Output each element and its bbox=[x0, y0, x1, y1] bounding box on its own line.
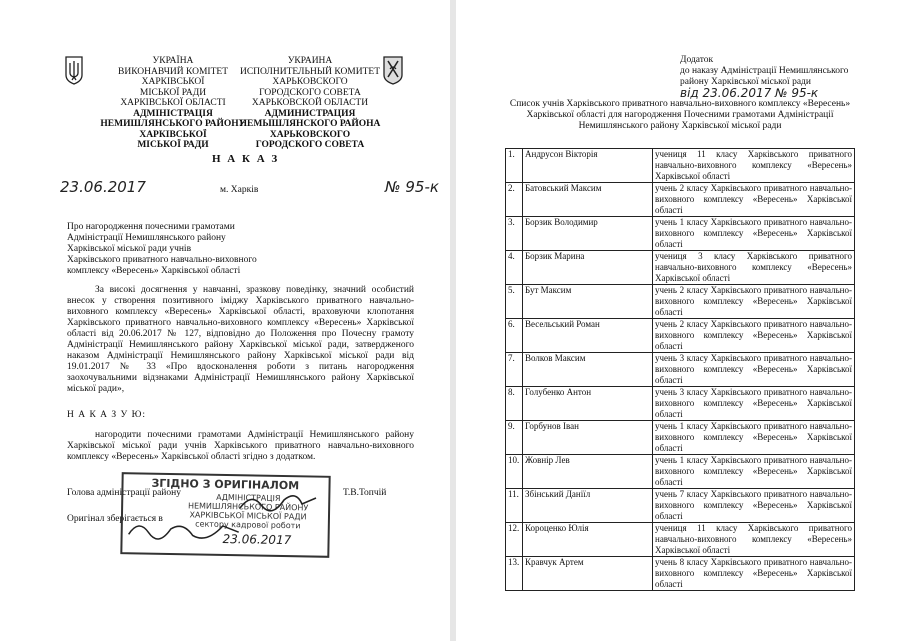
kharkiv-city-emblem-icon bbox=[382, 55, 404, 85]
row-number: 1. bbox=[506, 149, 523, 183]
stamp-line: АДМІНІСТРАЦІЯ НЕМИШЛЯНСЬКОГО РАЙОНУ bbox=[187, 492, 309, 513]
appendix-line: району Харківської міської ради bbox=[680, 77, 811, 87]
student-description: учениця 11 класу Харківського приватного навчально-виховного комплексу «Вересень» Харківської області bbox=[653, 149, 855, 183]
student-name: Батовський Максим bbox=[523, 183, 653, 217]
student-name: Волков Максим bbox=[523, 353, 653, 387]
student-description: учень 1 класу Харківського приватного навчально-виховного комплексу «Вересень» Харківської області bbox=[653, 421, 855, 455]
order-body: За високі досягнення у навчанні, зразкову поведінку, значний особистий внесок у створення позитивного іміджу Харківського приватного навчально-виховного комплексу «Вересень» Харківської області, враховуючи клопотання Харківського приватного навчально-виховного комплексу «Вересень» Харківської області від 20.06.2017 № 127, відповідно до Положення про Почесну грамоту Адміністрації Немишлянського району Харківської міської ради, затвердженого наказом Адміністрації Немишлянського району Харківської міської ради від 19.01.2017 № 33 «Про вдосконалення роботи з питань нагородження заохочувальними відзнаками Адміністрації Немишлянського району Харківської міської ради», bbox=[67, 285, 414, 394]
order-page bbox=[0, 0, 446, 641]
table-row bbox=[506, 455, 855, 489]
header-line: ХАРЬКОВСКОГО bbox=[269, 129, 351, 140]
original-label: Оригінал зберігається в bbox=[67, 514, 163, 524]
row-number: 10. bbox=[506, 455, 523, 489]
header-ukrainian bbox=[98, 56, 248, 151]
head-signature-icon bbox=[238, 490, 318, 520]
table-row bbox=[506, 421, 855, 455]
header-line: ИСПОЛНИТЕЛЬНЫЙ КОМИТЕТ bbox=[239, 66, 381, 77]
city-label: м. Харків bbox=[220, 185, 259, 195]
student-description: учень 3 класу Харківського приватного навчально-виховного комплексу «Вересень» Харківської області bbox=[653, 353, 855, 387]
appendix-header bbox=[680, 55, 848, 99]
row-number: 4. bbox=[506, 251, 523, 285]
student-name: Кравчук Артем bbox=[523, 557, 653, 591]
handwritten-number: № 95-к bbox=[385, 178, 439, 196]
appendix-handwritten-date: від 23.06.2017 № 95-к bbox=[680, 86, 819, 100]
student-description: учень 8 класу Харківського приватного навчально-виховного комплексу «Вересень» Харківської області bbox=[653, 557, 855, 591]
order-text: нагородити почесними грамотами Адміністрації Немишлянського району Харківської міської ради учнів Харківського приватного навчально-виховного комплексу «Вересень» Харківської області згідно з додатком. bbox=[67, 430, 414, 462]
subject-line: Харківського приватного навчально-виховного bbox=[67, 255, 257, 265]
handwritten-date: 23.06.2017 bbox=[60, 178, 146, 196]
student-description: учениця 3 класу Харківського приватного навчально-виховного комплексу «Вересень» Харківської області bbox=[653, 251, 855, 285]
header-line: МІСЬКОЇ РАДИ bbox=[139, 87, 207, 98]
table-row bbox=[506, 285, 855, 319]
appendix-line: Додаток bbox=[680, 55, 714, 65]
subject-line: Про нагородження почесними грамотами bbox=[67, 222, 235, 232]
header-line: НЕМЫШЛЯНСКОГО РАЙОНА bbox=[239, 119, 381, 129]
stamp-handwritten-date: 23.06.2017 bbox=[222, 531, 292, 548]
row-number: 3. bbox=[506, 217, 523, 251]
row-number: 11. bbox=[506, 489, 523, 523]
table-row bbox=[506, 183, 855, 217]
stamp-line: сектору кадрової роботи bbox=[195, 519, 301, 531]
header-line: МІСЬКОЇ РАДИ bbox=[137, 140, 209, 150]
header-line: ХАРЬКОВСКОЙ ОБЛАСТИ bbox=[251, 98, 369, 108]
table-row bbox=[506, 353, 855, 387]
student-name: Жовнір Лев bbox=[523, 455, 653, 489]
header-line: АДМИНИСТРАЦИЯ bbox=[264, 108, 356, 119]
student-name: Весельський Роман bbox=[523, 319, 653, 353]
row-number: 5. bbox=[506, 285, 523, 319]
row-number: 2. bbox=[506, 183, 523, 217]
row-number: 12. bbox=[506, 523, 523, 557]
appendix-page bbox=[460, 0, 902, 641]
header-line: УКРАЇНА bbox=[152, 56, 194, 66]
header-line: ГОРОДСКОГО СОВЕТА bbox=[259, 87, 361, 98]
page-divider bbox=[450, 0, 456, 641]
table-row bbox=[506, 319, 855, 353]
row-number: 13. bbox=[506, 557, 523, 591]
student-name: Борзик Володимир bbox=[523, 217, 653, 251]
header-line: ХАРКІВСЬКОЇ bbox=[141, 77, 205, 87]
student-name: Голубенко Антон bbox=[523, 387, 653, 421]
order-subject bbox=[67, 222, 267, 277]
document-title: Н А К А З bbox=[212, 153, 280, 165]
table-row bbox=[506, 523, 855, 557]
student-name: Борзик Марина bbox=[523, 251, 653, 285]
table-row bbox=[506, 489, 855, 523]
student-description: учень 1 класу Харківського приватного навчально-виховного комплексу «Вересень» Харківської області bbox=[653, 455, 855, 489]
header-line: ХАРКІВСЬКОЇ bbox=[139, 129, 207, 140]
header-line: АДМІНІСТРАЦІЯ bbox=[133, 108, 213, 119]
student-description: учень 3 класу Харківського приватного навчально-виховного комплексу «Вересень» Харківської області bbox=[653, 387, 855, 421]
student-name: Андрусон Вікторія bbox=[523, 149, 653, 183]
list-title: Список учнів Харківського приватного навчально-виховного комплексу «Вересень» Харківської області для нагородження Почесними грамотами Адміністрації Немишлянського району Харківської міської ради bbox=[509, 99, 851, 131]
appendix-line: до наказу Адміністрації Немишлянського bbox=[680, 66, 849, 76]
subject-line: Харківської міської ради учнів bbox=[67, 244, 192, 254]
header-line: ХАРКІВСЬКОЇ ОБЛАСТІ bbox=[120, 98, 226, 108]
header-line: ХАРЬКОВСКОГО bbox=[272, 77, 348, 87]
header-line: ВИКОНАВЧИЙ КОМІТЕТ bbox=[118, 66, 228, 77]
table-row bbox=[506, 251, 855, 285]
stamp-title: ЗГІДНО З ОРИГІНАЛОМ bbox=[151, 476, 300, 493]
header-line: ГОРОДСКОГО СОВЕТА bbox=[255, 140, 365, 150]
student-description: учень 2 класу Харківського приватного навчально-виховного комплексу «Вересень» Харківської області bbox=[653, 285, 855, 319]
student-description: учень 2 класу Харківського приватного навчально-виховного комплексу «Вересень» Харківської області bbox=[653, 319, 855, 353]
order-word: Н А К А З У Ю: bbox=[67, 410, 147, 420]
table-row bbox=[506, 387, 855, 421]
student-name: Збінський Даніїл bbox=[523, 489, 653, 523]
student-name: Короценко Юлія bbox=[523, 523, 653, 557]
stamp-line: ХАРКІВСЬКОЇ МІСЬКОЇ РАДИ bbox=[189, 510, 307, 522]
table-row bbox=[506, 149, 855, 183]
awardees-table bbox=[505, 148, 855, 591]
row-number: 8. bbox=[506, 387, 523, 421]
student-description: учень 1 класу Харківського приватного навчально-виховного комплексу «Вересень» Харківської області bbox=[653, 217, 855, 251]
table-row bbox=[506, 557, 855, 591]
student-description: учень 2 класу Харківського приватного навчально-виховного комплексу «Вересень» Харківської області bbox=[653, 183, 855, 217]
student-description: учень 7 класу Харківського приватного навчально-виховного комплексу «Вересень» Харківської області bbox=[653, 489, 855, 523]
header-line: НЕМИШЛЯНСЬКОГО РАЙОНУ bbox=[100, 119, 246, 129]
subject-line: Адміністрації Немишлянського району bbox=[67, 233, 226, 243]
row-number: 6. bbox=[506, 319, 523, 353]
student-name: Бут Максим bbox=[523, 285, 653, 319]
row-number: 9. bbox=[506, 421, 523, 455]
row-number: 7. bbox=[506, 353, 523, 387]
header-line: УКРАИНА bbox=[287, 56, 333, 66]
student-name: Горбунов Іван bbox=[523, 421, 653, 455]
header-russian bbox=[235, 56, 385, 151]
head-name: Т.В.Топчій bbox=[343, 488, 387, 498]
signature-scribble-icon bbox=[126, 514, 247, 546]
head-label: Голова адміністрації району bbox=[67, 488, 181, 498]
table-row bbox=[506, 217, 855, 251]
student-description: учениця 11 класу Харківського приватного навчально-виховного комплексу «Вересень» Харківської області bbox=[653, 523, 855, 557]
trident-emblem-icon bbox=[63, 55, 85, 85]
subject-line: комплексу «Вересень» Харківської області bbox=[67, 266, 241, 276]
